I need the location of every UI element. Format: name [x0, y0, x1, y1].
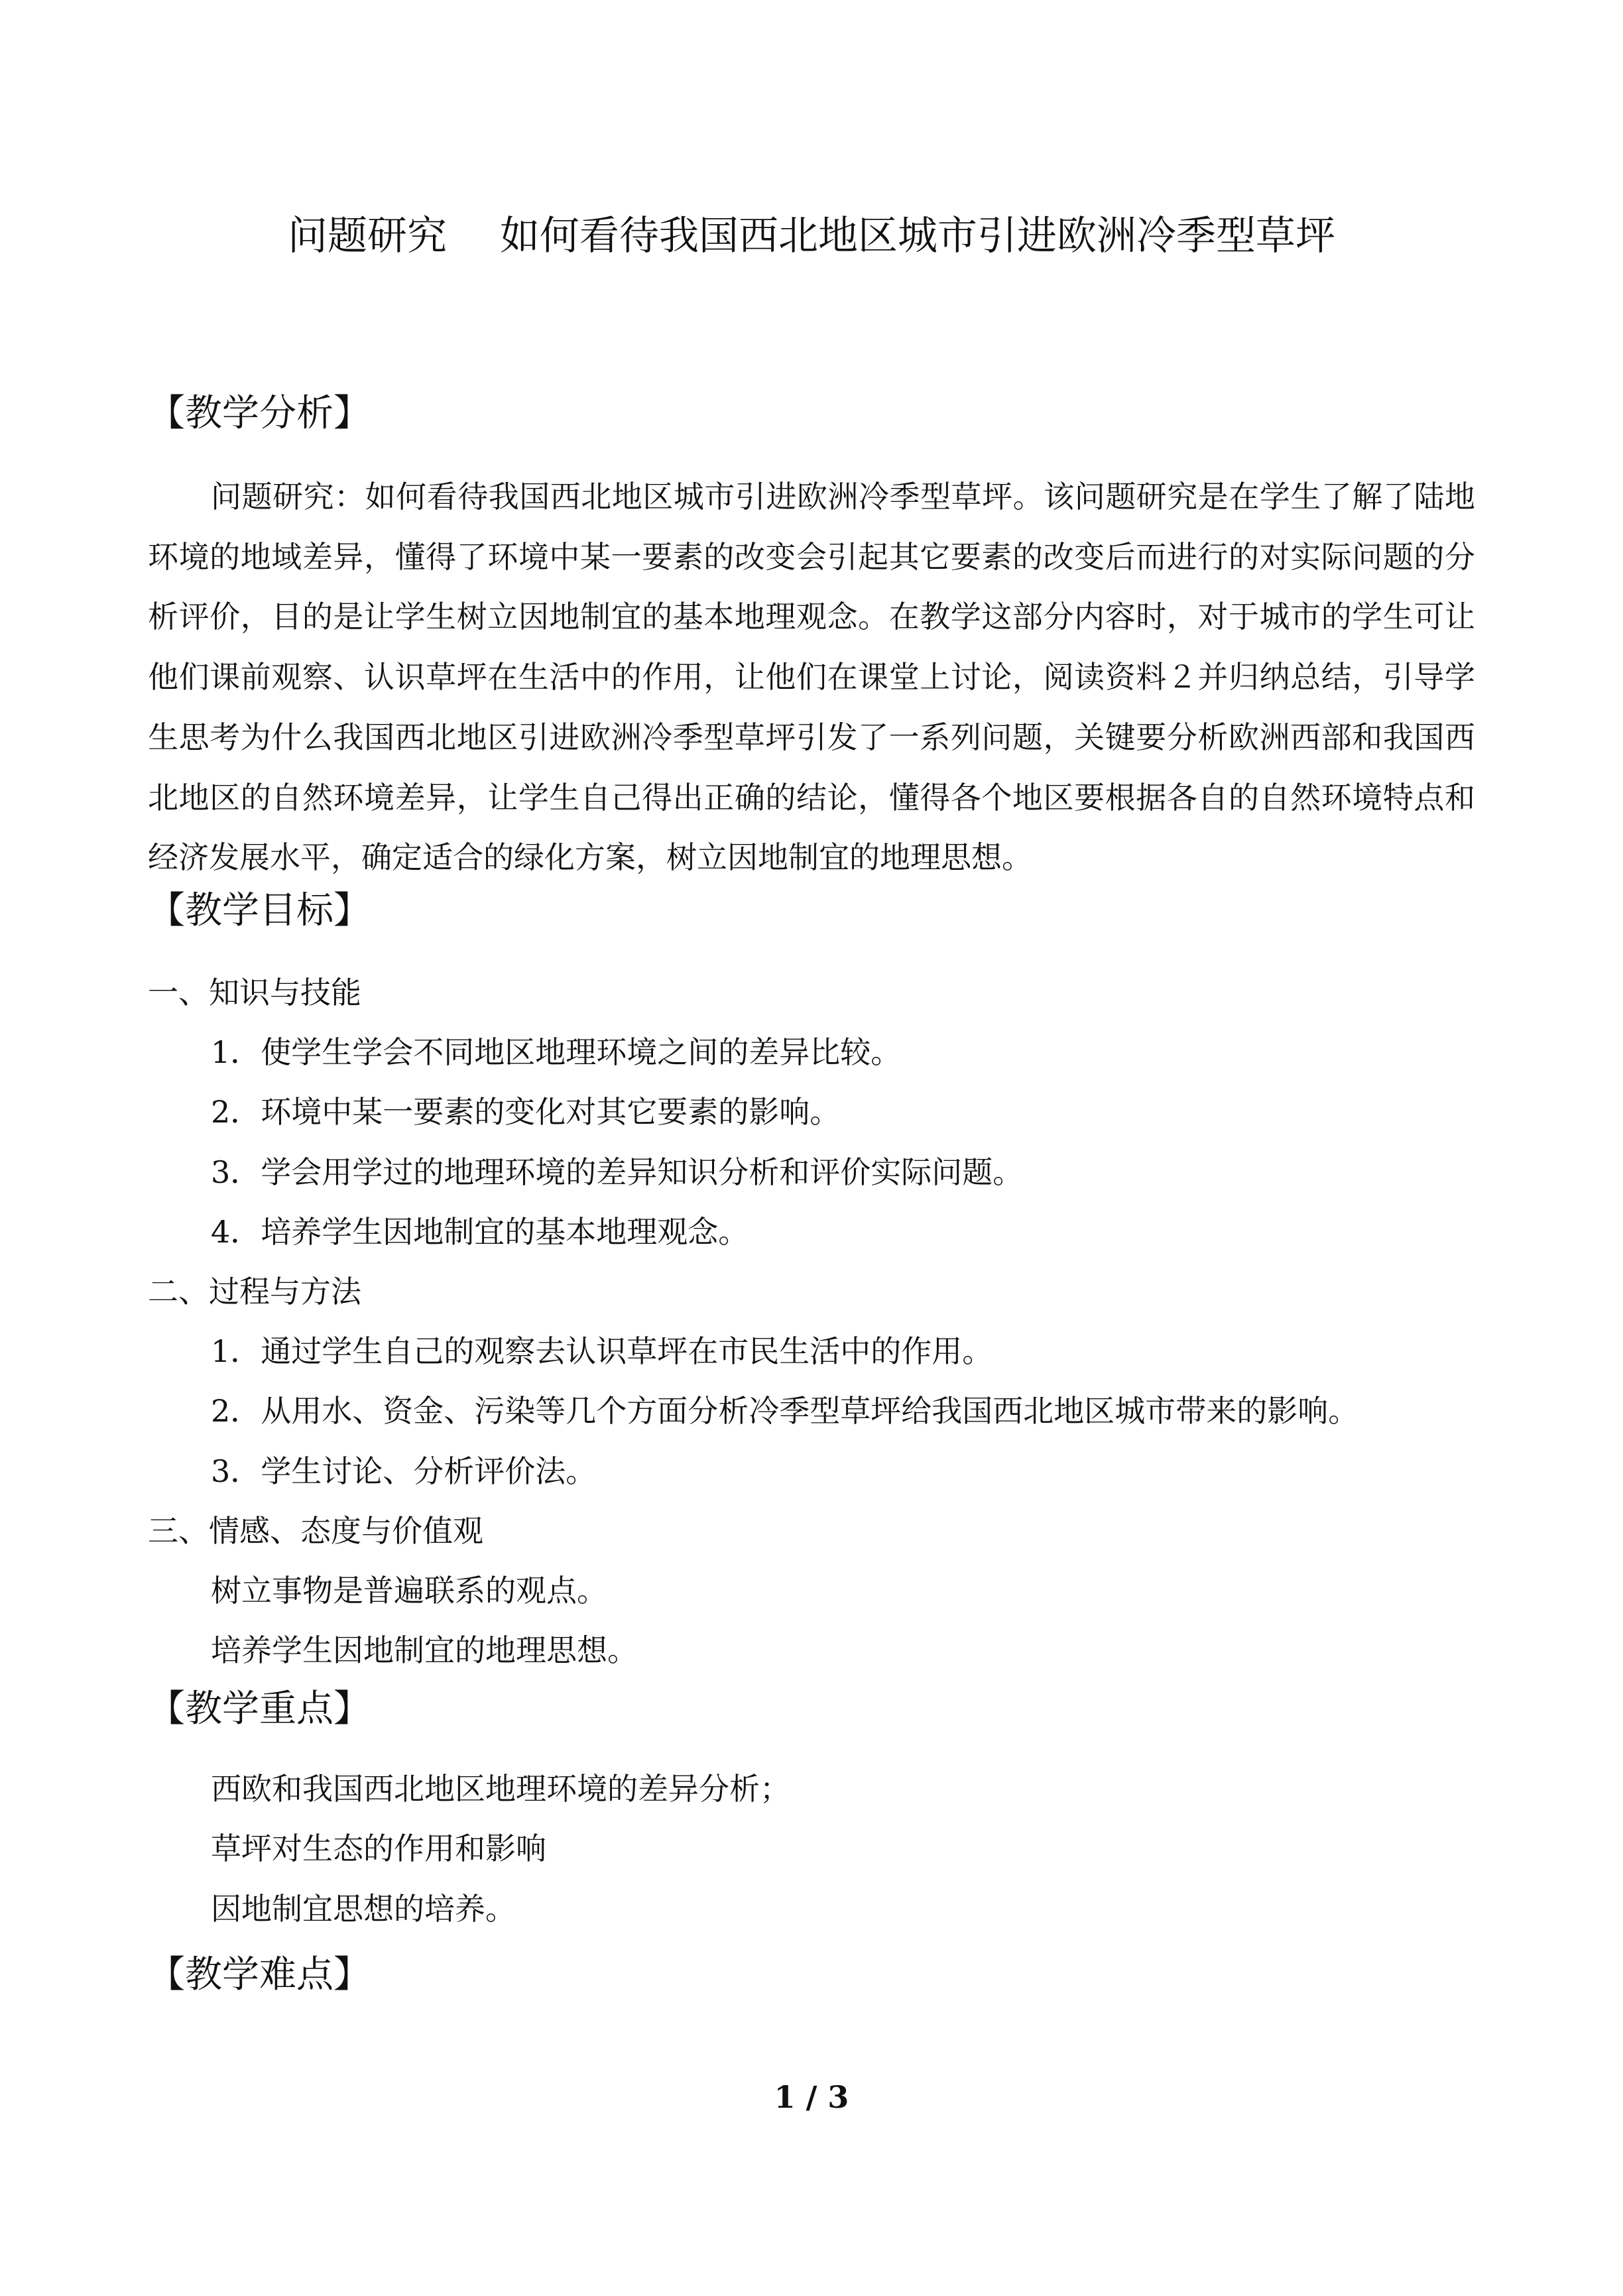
list-item: 2．环境中某一要素的变化对其它要素的影响。	[211, 1094, 841, 1130]
list-item: 4．培养学生因地制宜的基本地理观念。	[211, 1214, 749, 1250]
list-item: 3．学会用学过的地理环境的差异知识分析和评价实际问题。	[211, 1154, 1024, 1190]
list-item: 1．使学生学会不同地区地理环境之间的差异比较。	[211, 1034, 902, 1070]
list-item: 因地制宜思想的培养。	[211, 1891, 516, 1927]
list-item: 2．从用水、资金、污染等几个方面分析冷季型草坪给我国西北地区城市带来的影响。	[211, 1393, 1359, 1429]
section-knowledge-skills-title: 一、知识与技能	[148, 975, 361, 1010]
list-item: 培养学生因地制宜的地理思想。	[211, 1632, 638, 1668]
list-item: 3．学生讨论、分析评价法。	[211, 1453, 597, 1489]
list-item: 树立事物是普遍联系的观点。	[211, 1573, 607, 1608]
title-part-2: 如何看待我国西北地区城市引进欧洲冷季型草坪	[500, 213, 1335, 259]
section-process-method-title: 二、过程与方法	[148, 1274, 361, 1309]
title-part-1: 问题研究	[288, 213, 447, 259]
document-title	[0, 210, 1623, 263]
heading-objectives: 【教学目标】	[148, 889, 371, 932]
heading-analysis: 【教学分析】	[148, 392, 371, 435]
heading-difficulties: 【教学难点】	[148, 1953, 371, 1996]
page-number: 1 / 3	[774, 2079, 849, 2115]
list-item: 草坪对生态的作用和影响	[211, 1831, 546, 1866]
list-item: 西欧和我国西北地区地理环境的差异分析；	[211, 1771, 790, 1807]
analysis-paragraph: 问题研究：如何看待我国西北地区城市引进欧洲冷季型草坪。该问题研究是在学生了解了陆地环境的地域差异，懂得了环境中某一要素的改变会引起其它要素的改变后而进行的对实际问题的分析评价，目的是让学生树立因地制宜的基本地理观念。在教学这部分内容时，对于城市的学生可让他们课前观察、认识草坪在生活中的作用，让他们在课堂上讨论，阅读资料２并归纳总结，引导学生思考为什么我国西北地区引进欧洲冷季型草坪引发了一系列问题，关键要分析欧洲西部和我国西北地区的自然环境差异，让学生自己得出正确的结论，懂得各个地区要根据各自的自然环境特点和经济发展水平，确定适合的绿化方案，树立因地制宜的地理思想。	[148, 479, 1475, 876]
heading-keypoints: 【教学重点】	[148, 1687, 371, 1730]
section-attitude-values-title: 三、情感、态度与价值观	[148, 1513, 483, 1549]
list-item: 1．通过学生自己的观察去认识草坪在市民生活中的作用。	[211, 1333, 993, 1369]
